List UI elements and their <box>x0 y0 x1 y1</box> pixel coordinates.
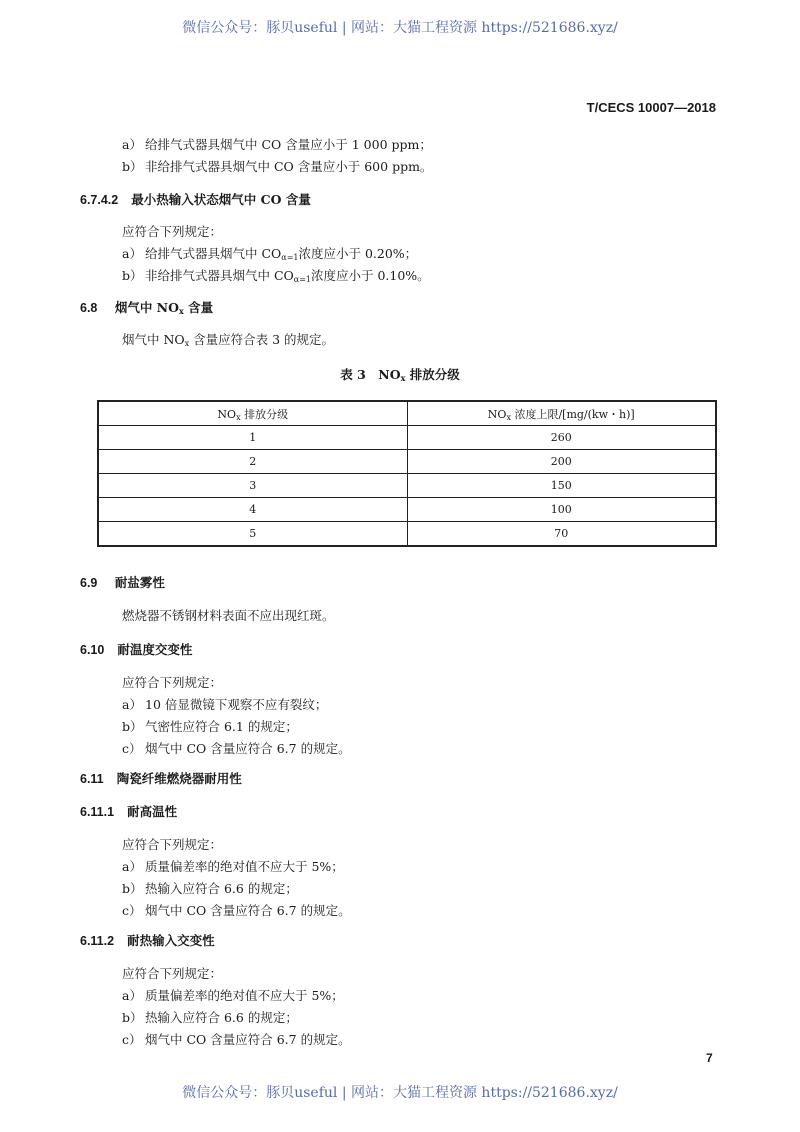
caption-text: 排放分级 <box>405 367 460 382</box>
section-heading <box>80 575 165 591</box>
section-heading <box>80 642 192 658</box>
cell: 2 <box>98 450 407 474</box>
list-text: 给排气式器具烟气中 CO 含量应小于 1 000 ppm； <box>145 137 432 152</box>
section-heading <box>80 300 213 319</box>
list-item: a） 质量偏差率的绝对值不应大于 5%； <box>122 988 344 1003</box>
page-number: 7 <box>706 1051 713 1065</box>
section-title: 含量 <box>183 300 214 315</box>
section-title: 烟气中 NO <box>114 300 179 315</box>
section-heading <box>80 933 215 949</box>
section-number: 6.9 <box>80 576 98 590</box>
list-item <box>122 137 432 153</box>
list-text: 给排气式器具烟气中 CO <box>145 246 282 261</box>
section-heading <box>80 771 242 787</box>
section-title: 陶瓷纤维燃烧器耐用性 <box>116 771 242 786</box>
subscript: α=1 <box>281 253 299 262</box>
list-item: a） 10 倍显微镜下观察不应有裂纹； <box>122 697 328 712</box>
table-header-row <box>98 401 716 426</box>
table-row <box>98 426 716 450</box>
list-item: c） 烟气中 CO 含量应符合 6.7 的规定。 <box>122 741 351 756</box>
intro-text: 应符合下列规定： <box>122 675 223 690</box>
intro-text: 应符合下列规定： <box>122 837 223 852</box>
list-item <box>122 268 430 288</box>
cell: 100 <box>407 498 716 522</box>
list-marker: a） <box>122 137 142 152</box>
header-cell: $NO_x$ 浓度上限/[mg/(kw・h)] <box>407 401 716 426</box>
table-row <box>98 450 716 474</box>
list-text: 浓度应小于 0.20%； <box>298 246 418 261</box>
section-title: 耐热输入交变性 <box>127 933 215 948</box>
table-row <box>98 474 716 498</box>
nox-table <box>97 400 717 547</box>
section-number: 6.11 <box>80 772 104 786</box>
list-item: c） 烟气中 CO 含量应符合 6.7 的规定。 <box>122 903 351 918</box>
list-marker: b） <box>122 268 143 283</box>
list-text: 非给排气式器具烟气中 CO <box>145 268 294 283</box>
section-number: 6.10 <box>80 643 105 657</box>
body-text <box>122 332 334 352</box>
subscript: x <box>400 373 406 383</box>
section-title: 耐高温性 <box>127 804 178 819</box>
list-item <box>122 246 417 266</box>
cell: 5 <box>98 522 407 547</box>
section-title: 耐温度交变性 <box>117 642 193 657</box>
list-text: 浓度应小于 0.10%。 <box>311 268 430 283</box>
section-number: 6.7.4.2 <box>80 193 119 207</box>
watermark-top: 微信公众号：豚贝useful | 网站：大猫工程资源 https://521686.xyz/ <box>182 20 618 36</box>
section-title: 最小热输入状态烟气中 CO 含量 <box>131 192 311 207</box>
list-item: b） 热输入应符合 6.6 的规定； <box>122 1010 298 1025</box>
cell: 3 <box>98 474 407 498</box>
cell: 70 <box>407 522 716 547</box>
table-row <box>98 498 716 522</box>
list-item: a） 质量偏差率的绝对值不应大于 5%； <box>122 859 344 874</box>
subscript: x <box>184 339 190 348</box>
header-cell: $NO_x$ 排放分级 <box>98 401 407 426</box>
list-item: c） 烟气中 CO 含量应符合 6.7 的规定。 <box>122 1032 351 1047</box>
watermark-bottom: 微信公众号：豚贝useful | 网站：大猫工程资源 https://521686.xyz/ <box>182 1085 618 1101</box>
section-number: 6.11.1 <box>80 805 115 819</box>
cell: 150 <box>407 474 716 498</box>
list-item <box>122 159 432 175</box>
cell: 4 <box>98 498 407 522</box>
body-text: 燃烧器不锈钢材料表面不应出现红斑。 <box>122 608 335 623</box>
list-marker: a） <box>122 246 142 261</box>
subscript: x <box>178 306 184 316</box>
section-title: 耐盐雾性 <box>114 575 165 590</box>
standard-code: T/CECS 10007—2018 <box>586 100 716 115</box>
list-text: 非给排气式器具烟气中 CO 含量应小于 600 ppm。 <box>145 159 433 174</box>
cell: 200 <box>407 450 716 474</box>
section-heading <box>80 804 177 820</box>
table-caption <box>0 367 800 386</box>
section-heading <box>80 192 311 208</box>
cell: 1 <box>98 426 407 450</box>
section-number: 6.11.2 <box>80 934 115 948</box>
list-item: b） 气密性应符合 6.1 的规定； <box>122 719 298 734</box>
subscript: α=1 <box>293 275 311 284</box>
list-item: b） 热输入应符合 6.6 的规定； <box>122 881 298 896</box>
text: 含量应符合表 3 的规定。 <box>189 332 335 347</box>
intro-text: 应符合下列规定： <box>122 224 223 239</box>
list-marker: b） <box>122 159 143 174</box>
cell: 260 <box>407 426 716 450</box>
section-number: 6.8 <box>80 301 98 315</box>
table-row <box>98 522 716 547</box>
text: 烟气中 NO <box>122 332 185 347</box>
caption-text: 表 3 NO <box>340 367 401 382</box>
intro-text: 应符合下列规定： <box>122 966 223 981</box>
